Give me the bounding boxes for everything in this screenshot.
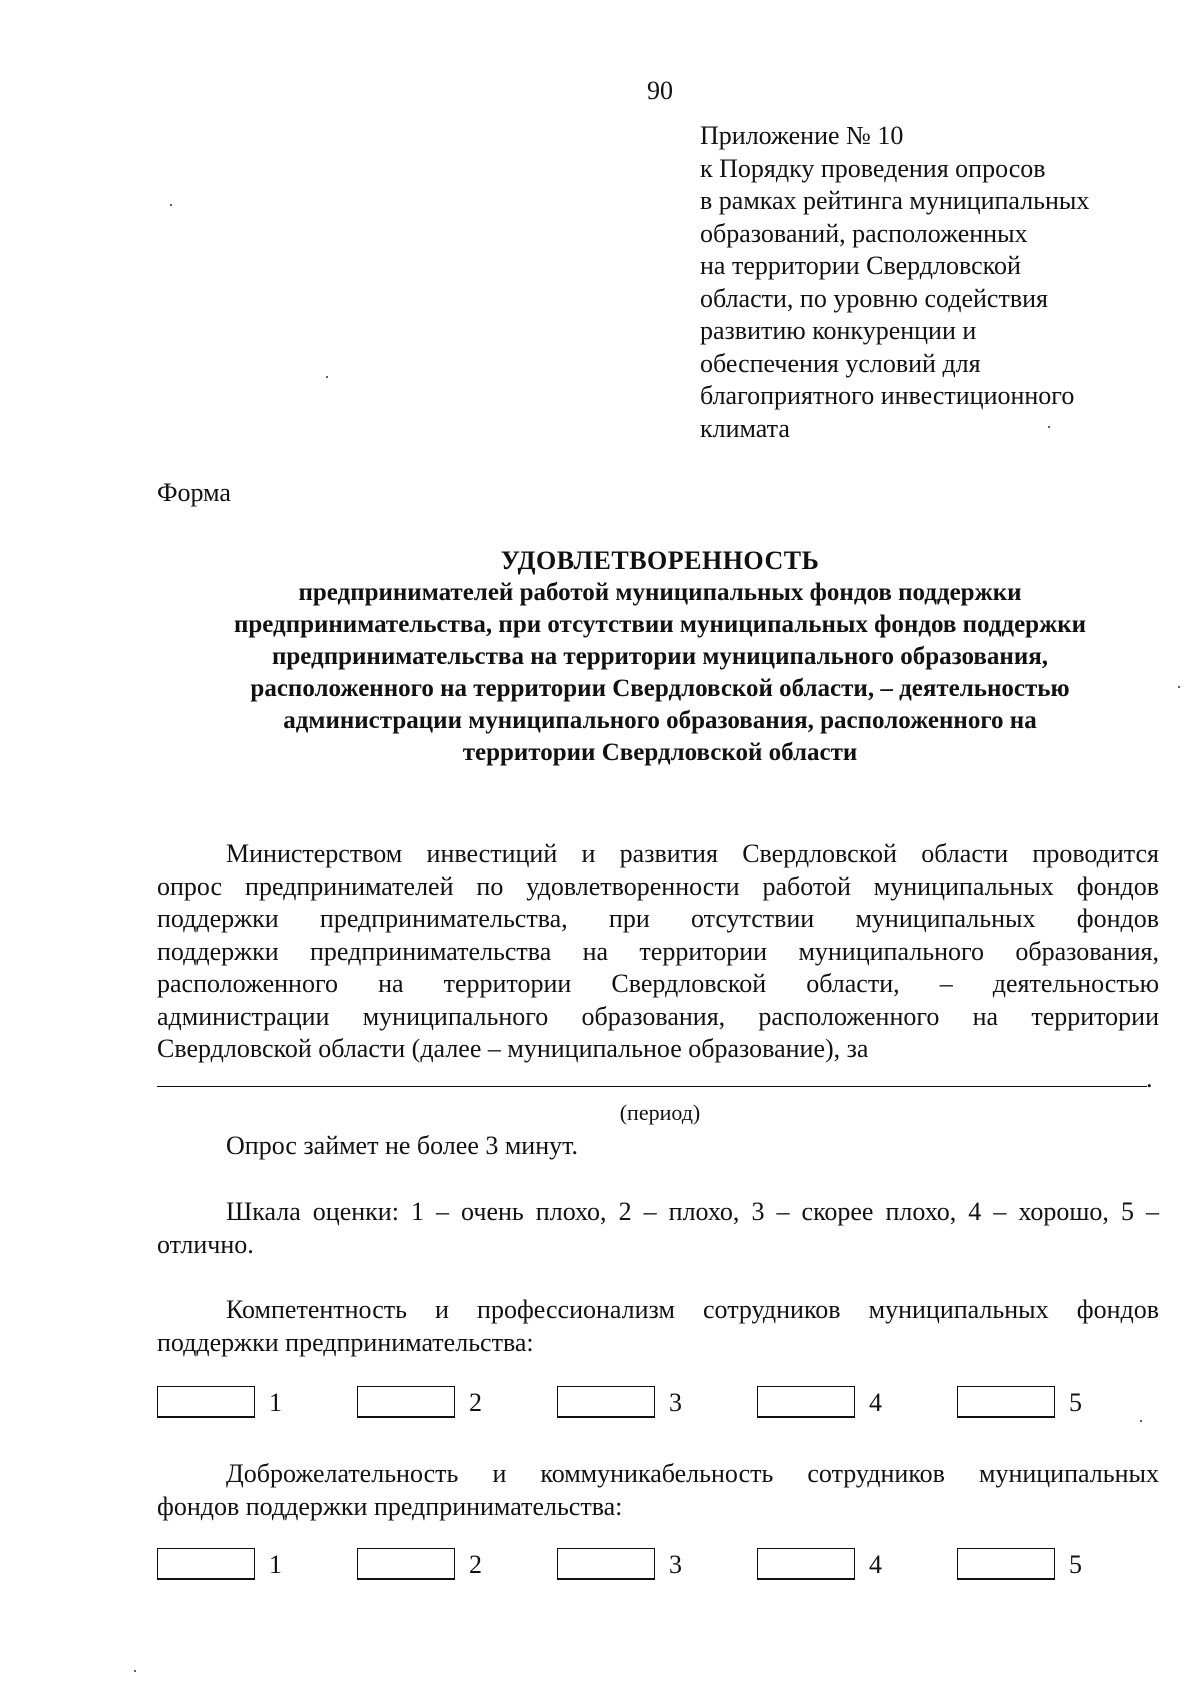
appendix-line: Приложение № 10 xyxy=(700,121,904,150)
question-line: фондов поддержки предпринимательства: xyxy=(157,1491,623,1521)
rating-scale-2 xyxy=(157,1548,1167,1584)
title-main: УДОВЛЕТВОРЕННОСТЬ xyxy=(500,546,820,575)
intro-line: администрации муниципального образования, расположенного на территории xyxy=(157,1001,1159,1031)
appendix-line: обеспечения условий для xyxy=(700,348,981,378)
intro-line: опрос предпринимателей по удовлетворенности работой муниципальных фондов xyxy=(157,871,1159,901)
scan-speck xyxy=(1178,686,1180,688)
title-line: расположенного на территории Свердловской области, – деятельностью xyxy=(250,675,1070,702)
period-caption: (период) xyxy=(619,1100,701,1125)
rating-scale-1 xyxy=(157,1386,1167,1422)
rating-label: 4 xyxy=(869,1388,882,1417)
scale-line: Шкала оценки: 1 – очень плохо, 2 – плохо, 3 – скорее плохо, 4 – хорошо, 5 – xyxy=(226,1197,1159,1226)
rating-label: 4 xyxy=(869,1550,882,1579)
rating-checkbox[interactable] xyxy=(957,1386,1055,1418)
intro-paragraph xyxy=(157,838,1159,1066)
question-line: Компетентность и профессионализм сотрудников муниципальных фондов xyxy=(226,1295,1159,1324)
appendix-line: благоприятного инвестиционного xyxy=(700,381,1075,410)
title-line: администрации муниципального образования, расположенного на xyxy=(283,707,1037,734)
question-2 xyxy=(157,1458,1159,1523)
appendix-line: области, по уровню содействия xyxy=(700,283,1048,313)
page-number: 90 xyxy=(647,76,673,105)
rating-label: 1 xyxy=(269,1550,282,1579)
scan-speck xyxy=(326,376,328,378)
rating-checkbox[interactable] xyxy=(157,1548,255,1580)
title-line: предпринимательства, при отсутствии муниципальных фондов поддержки xyxy=(233,611,1087,638)
intro-line: Свердловской области (далее – муниципальное образование), за xyxy=(157,1034,869,1063)
rating-checkbox[interactable] xyxy=(157,1386,255,1418)
intro-line: Министерством инвестиций и развития Свердловской области проводится xyxy=(226,839,1159,868)
question-line: Доброжелательность и коммуникабельность сотрудников муниципальных xyxy=(226,1459,1159,1488)
rating-label: 5 xyxy=(1069,1388,1082,1417)
scan-speck xyxy=(1140,1420,1142,1422)
rating-label: 2 xyxy=(469,1550,482,1579)
scan-speck xyxy=(134,1670,136,1672)
appendix-line: к Порядку проведения опросов xyxy=(700,153,1046,183)
rating-label: 5 xyxy=(1069,1550,1082,1579)
appendix-line: развитию конкуренции и xyxy=(700,316,977,345)
appendix-line: климата xyxy=(700,413,790,443)
question-1 xyxy=(157,1294,1159,1359)
period-line-end: . xyxy=(1146,1064,1153,1093)
scan-speck xyxy=(1048,426,1050,428)
rating-checkbox[interactable] xyxy=(757,1386,855,1418)
rating-checkbox[interactable] xyxy=(957,1548,1055,1580)
title-line: предпринимательства на территории муниципального образования, xyxy=(271,643,1049,670)
document-title xyxy=(150,545,1170,769)
intro-line: поддержки предпринимательства, при отсутствии муниципальных фондов xyxy=(157,904,1159,933)
rating-checkbox[interactable] xyxy=(357,1386,455,1418)
rating-label: 3 xyxy=(669,1388,682,1417)
rating-checkbox[interactable] xyxy=(357,1548,455,1580)
title-line: территории Свердловской области xyxy=(462,739,858,766)
appendix-line: на территории Свердловской xyxy=(700,251,1021,280)
appendix-line: образований, расположенных xyxy=(700,218,1028,248)
form-label: Форма xyxy=(157,478,231,507)
duration-text: Опрос займет не более 3 минут. xyxy=(226,1131,579,1160)
rating-label: 1 xyxy=(269,1388,282,1417)
rating-label: 3 xyxy=(669,1550,682,1579)
rating-checkbox[interactable] xyxy=(557,1548,655,1580)
rating-label: 2 xyxy=(469,1388,482,1417)
rating-checkbox[interactable] xyxy=(757,1548,855,1580)
appendix-header xyxy=(700,120,1180,445)
scan-speck xyxy=(170,204,172,206)
intro-line: расположенного на территории Свердловской области, – деятельностью xyxy=(157,969,1159,998)
rating-checkbox[interactable] xyxy=(557,1386,655,1418)
period-input-line[interactable] xyxy=(157,1086,1147,1087)
appendix-line: в рамках рейтинга муниципальных xyxy=(700,186,1090,215)
scale-description xyxy=(157,1196,1159,1261)
intro-line: поддержки предпринимательства на территории муниципального образования, xyxy=(157,936,1159,966)
title-line: предпринимателей работой муниципальных фондов поддержки xyxy=(298,579,1022,606)
question-line: поддержки предпринимательства: xyxy=(157,1327,534,1357)
scale-line: отлично. xyxy=(157,1229,254,1259)
